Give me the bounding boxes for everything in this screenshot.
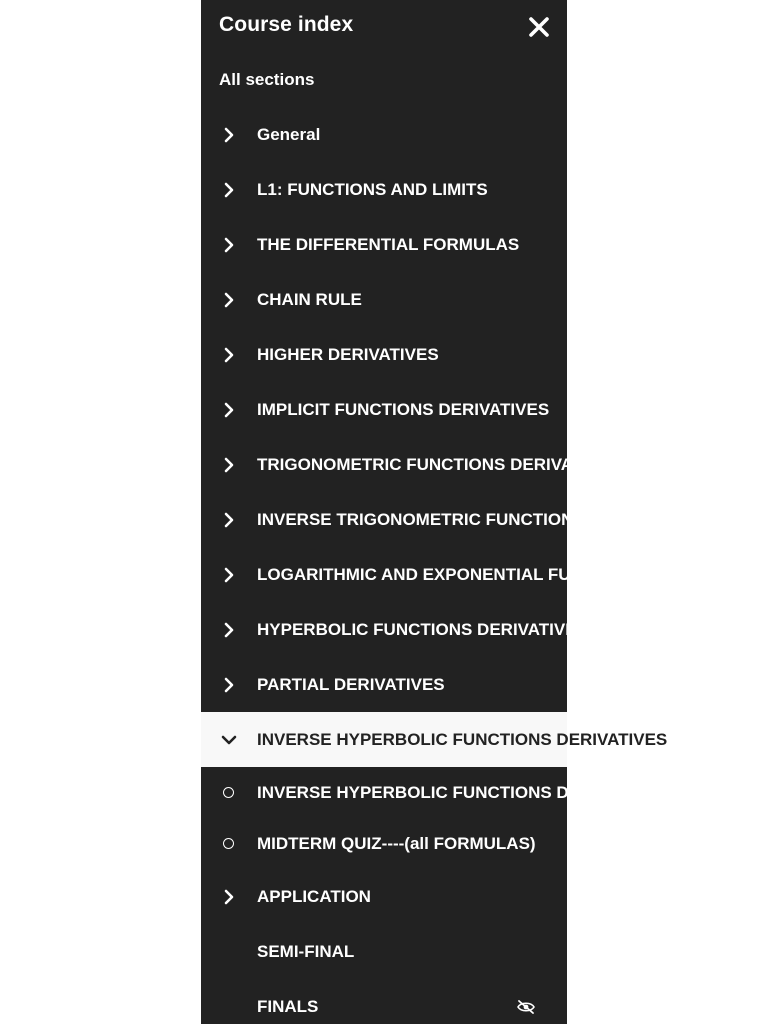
activity-label: MIDTERM QUIZ----(all FORMULAS) xyxy=(257,833,536,853)
section-item-finals[interactable] xyxy=(201,979,567,1034)
drawer-header xyxy=(201,0,567,54)
section-item-hyperbolic-functions[interactable] xyxy=(201,602,588,657)
section-item-implicit-functions[interactable] xyxy=(201,382,567,437)
section-label: INVERSE TRIGONOMETRIC FUNCTIONS DERIVATIVES xyxy=(257,509,701,529)
activity-label: INVERSE HYPERBOLIC FUNCTIONS DERIVATIVES xyxy=(257,782,668,802)
section-label: General xyxy=(257,124,321,144)
drawer-title: Course index xyxy=(219,13,354,36)
chevron-right-icon xyxy=(221,292,237,308)
activity-item-inverse-hyperbolic[interactable] xyxy=(201,767,668,818)
section-label: PARTIAL DERIVATIVES xyxy=(257,674,445,694)
section-label: INVERSE HYPERBOLIC FUNCTIONS DERIVATIVES xyxy=(257,729,668,749)
chevron-right-icon xyxy=(221,622,237,638)
chevron-right-icon xyxy=(221,567,237,583)
section-item-general[interactable] xyxy=(201,107,567,162)
section-item-semi-final[interactable] xyxy=(201,924,567,979)
section-item-inverse-hyperbolic-expanded[interactable] xyxy=(201,712,668,767)
circle-bullet-icon xyxy=(223,838,234,849)
section-label: CHAIN RULE xyxy=(257,289,362,309)
section-label: APPLICATION xyxy=(257,886,371,906)
section-item-inverse-trigonometric[interactable] xyxy=(201,492,701,547)
section-item-trigonometric-functions[interactable] xyxy=(201,437,621,492)
chevron-right-icon xyxy=(221,347,237,363)
eye-slash-icon xyxy=(517,1000,535,1014)
chevron-right-icon xyxy=(221,127,237,143)
section-item-application[interactable] xyxy=(201,869,567,924)
section-label: L1: FUNCTIONS AND LIMITS xyxy=(257,179,488,199)
section-item-partial-derivatives[interactable] xyxy=(201,657,567,712)
chevron-right-icon xyxy=(221,182,237,198)
section-label: HIGHER DERIVATIVES xyxy=(257,344,439,364)
section-label: HYPERBOLIC FUNCTIONS DERIVATIVES xyxy=(257,619,588,639)
section-label: IMPLICIT FUNCTIONS DERIVATIVES xyxy=(257,399,550,419)
section-label: TRIGONOMETRIC FUNCTIONS DERIVATIVES xyxy=(257,454,621,474)
chevron-right-icon xyxy=(221,512,237,528)
course-index-drawer xyxy=(201,0,763,1024)
close-button[interactable] xyxy=(527,15,551,39)
section-label: THE DIFFERENTIAL FORMULAS xyxy=(257,234,520,254)
circle-bullet-icon xyxy=(223,787,234,798)
section-item-l1-functions-and-limits[interactable] xyxy=(201,162,567,217)
section-item-differential-formulas[interactable] xyxy=(201,217,567,272)
chevron-right-icon xyxy=(221,677,237,693)
all-sections-link[interactable]: All sections xyxy=(219,70,315,89)
section-item-chain-rule[interactable] xyxy=(201,272,567,327)
section-item-higher-derivatives[interactable] xyxy=(201,327,567,382)
chevron-right-icon xyxy=(221,402,237,418)
section-label: FINALS xyxy=(257,996,319,1016)
chevron-right-icon xyxy=(221,889,237,905)
section-list xyxy=(201,107,763,1034)
chevron-right-icon xyxy=(221,457,237,473)
section-label: LOGARITHMIC AND EXPONENTIAL FUNCTIONS DERIVATIVES xyxy=(257,564,763,584)
activity-item-midterm-quiz[interactable] xyxy=(201,818,567,869)
chevron-down-icon xyxy=(221,732,237,748)
close-icon xyxy=(527,15,551,39)
section-item-logarithmic-exponential[interactable] xyxy=(201,547,763,602)
chevron-right-icon xyxy=(221,237,237,253)
section-label: SEMI-FINAL xyxy=(257,941,355,961)
